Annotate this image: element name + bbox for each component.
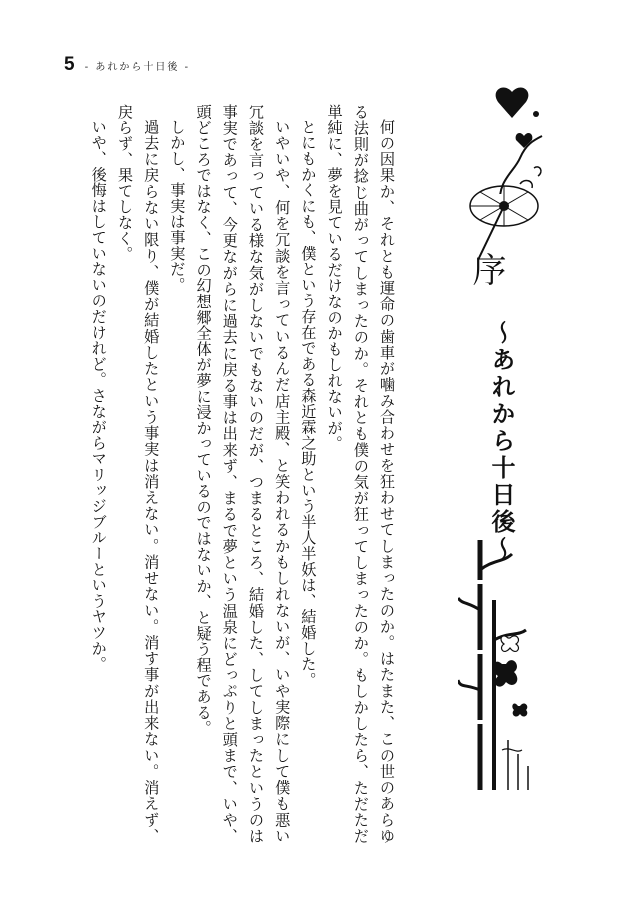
running-title: - あれから十日後 - xyxy=(84,62,191,73)
paragraph: いやいや、何を冗談を言っているんだ店主殿、と笑われるかもしれないが、いや実際にして僕も悪い冗談を言っている様な気がしないでもないのだが、つまるところ、結婚した、してしまったというのは事実であって、今更ながらに過去に戻る事は出来ず、まるで夢という温泉にどっぷりと頭まで、いや、頭どころではなく、この幻想郷全体が夢に浸かっているのではないか、と疑う程である。 xyxy=(194,104,292,844)
paragraph: しかし、事実は事実だ。 xyxy=(168,119,187,293)
paragraph: とにもかくにも、僕という存在である森近霖之助という半人半妖は、結婚した。 xyxy=(299,119,318,688)
bamboo-butterfly-icon xyxy=(458,540,542,790)
chapter-subtitle: ～あれから十日後～ xyxy=(487,320,516,563)
chapter-title: 序 xyxy=(466,252,506,286)
page-number: 5 xyxy=(64,54,75,75)
paragraph: 何の因果か、それとも運命の歯車が噛み合わせを狂わせてしまったのか。はたまた、この世のあらゆる法則が捻じ曲がってしまったのか。それとも僕の気が狂ってしまったのか。もしかしたら、ただただ単純に、夢を見ているだけなのかもしれないが。 xyxy=(325,104,396,844)
body-text xyxy=(48,104,400,844)
paragraph: 過去に戻らない限り、僕が結婚したという事実は消えない。消せない。消す事が出来ない。消えず、戻らず、果てしなく。 xyxy=(115,104,161,844)
paragraph: いや、後悔はしていないのだけれど。さながらマリッジブルーというヤツか。 xyxy=(89,119,108,673)
parasol-icon xyxy=(460,176,540,266)
page-header xyxy=(64,54,190,78)
